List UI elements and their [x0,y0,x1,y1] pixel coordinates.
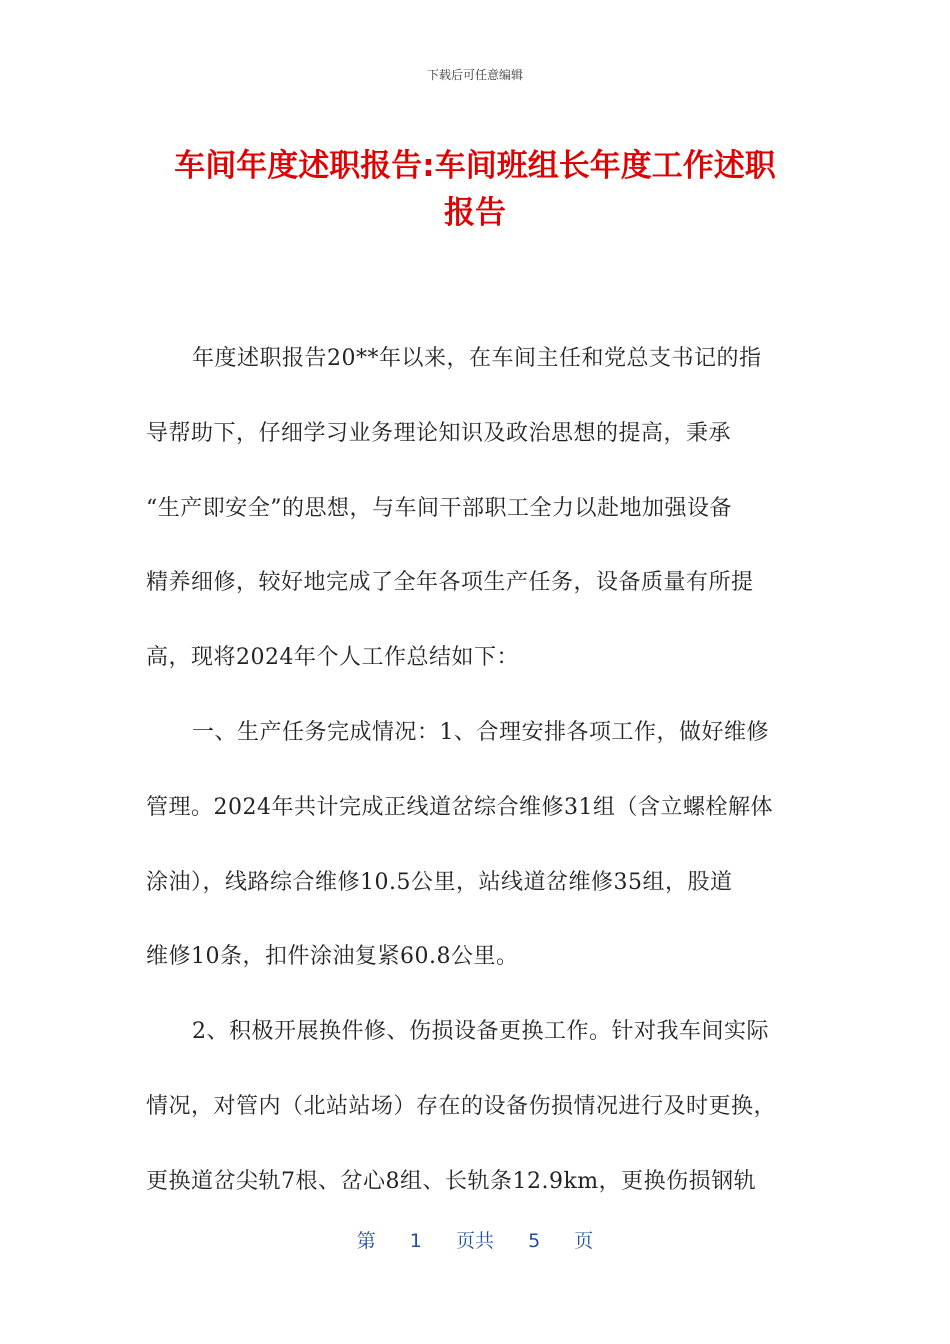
footer-prefix: 第 [356,1230,376,1252]
body-line: 更换道岔尖轨7根、岔心8组、长轨条12.9km，更换伤损钢轨 [146,1168,757,1194]
body-line: 情况，对管内（北站站场）存在的设备伤损情况进行及时更换， [146,1093,777,1119]
footer-suffix: 页 [574,1230,594,1252]
footer-middle: 页共 [455,1230,494,1252]
document-body [146,322,806,1220]
title-line-2: 报告 [444,195,506,231]
body-line: 高，现将2024年个人工作总结如下： [146,645,519,671]
body-line: 涂油），线路综合维修10.5公里，站线道岔维修35组，股道 [146,869,733,895]
page-header-note: 下载后可任意编辑 [426,68,523,82]
body-line: 精养细修，较好地完成了全年各项生产任务，设备质量有所提 [146,570,754,596]
body-line: 一、生产任务完成情况：1、合理安排各项工作，做好维修 [192,719,769,745]
body-line: 2、积极开展换件修、伤损设备更换工作。针对我车间实际 [192,1019,769,1045]
document-title [130,143,820,237]
body-line: “生产即安全”的思想，与车间干部职工全力以赴地加强设备 [146,495,732,521]
footer-total-pages: 5 [528,1230,541,1252]
footer-page-number: 1 [409,1230,422,1252]
body-line: 导帮助下，仔细学习业务理论知识及政治思想的提高，秉承 [146,420,732,446]
title-line-1: 车间年度述职报告:车间班组长年度工作述职 [174,148,776,184]
page-footer [0,1226,950,1253]
body-line: 管理。2024年共计完成正线道岔综合维修31组（含立螺栓解体 [146,794,773,820]
body-line: 维修10条，扣件涂油复紧60.8公里。 [146,944,519,970]
body-line: 年度述职报告20**年以来，在车间主任和党总支书记的指 [192,346,762,371]
